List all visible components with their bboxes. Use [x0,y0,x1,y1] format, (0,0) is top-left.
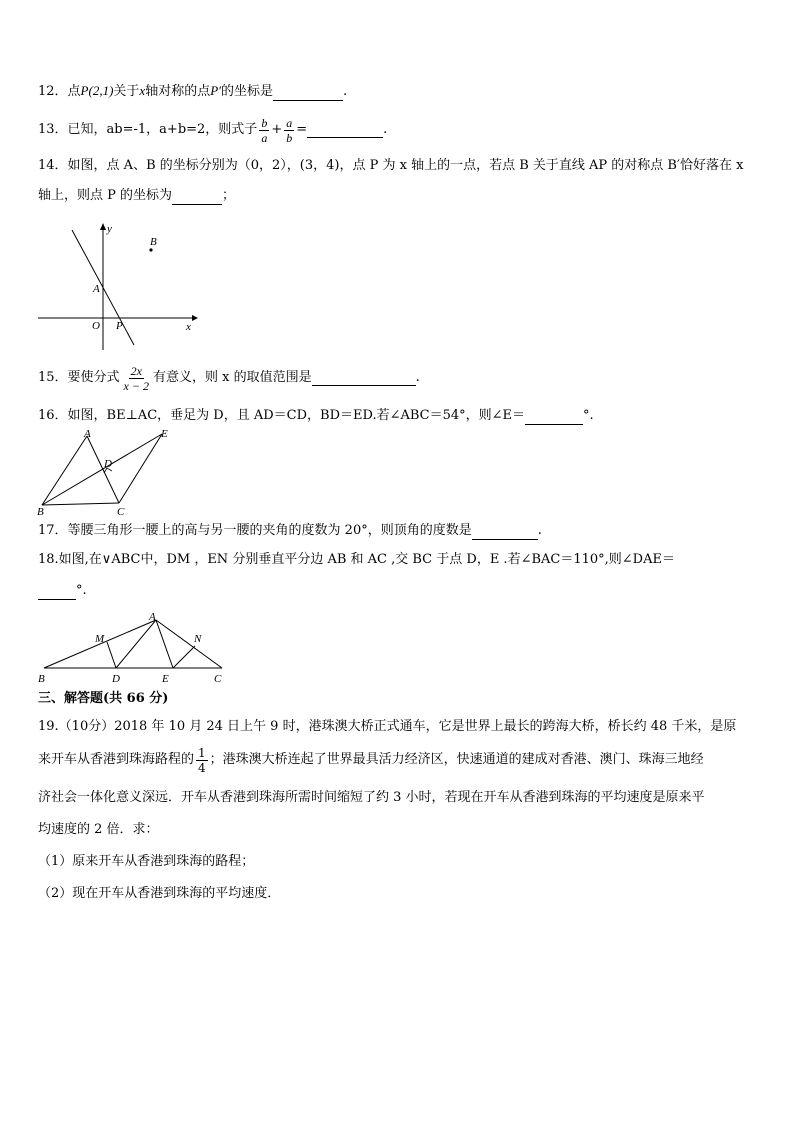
fraction-2x-over-x-minus-2: $\frac{2x}{x - 2}$ [123,363,149,393]
question-12: 12．点P(2,1)关于x轴对称的点P′的坐标是 . [38,83,348,99]
label-y: y [107,223,112,235]
question-19-line2: 来开车从香港到珠海路程的 $\frac{1}{4}$ ；港珠澳大桥连起了世界最具活力经济区，快速通道的建成对香港、澳门、珠海三地经 [38,745,704,775]
fraction-one-quarter: $\frac{1}{4}$ [198,745,206,775]
answer-blank[interactable] [312,371,416,386]
label-a: A [84,428,91,440]
label-e: E [162,673,169,685]
label-n: N [194,633,202,645]
label-x: x [186,321,191,333]
point-b [149,248,152,251]
q14-coordinate-figure [34,220,204,355]
question-19-sub1: （1）原来开车从香港到珠海的路程； [38,854,255,869]
label-p: P [116,320,123,332]
answer-blank[interactable] [172,190,222,205]
answer-blank[interactable] [472,525,538,540]
question-17: 17．等腰三角形一腰上的高与另一腰的夹角的度数为 20°，则顶角的度数是 . [38,523,542,538]
label-e: E [161,428,168,440]
label-a: A [149,611,156,623]
x-axis-arrow [192,315,198,321]
label-a: A [93,283,100,295]
section-title: 三、解答题(共 66 分) [38,691,169,706]
y-axis-arrow [100,223,106,230]
label-c: C [117,506,125,517]
question-13: 13．已知，ab=-1，a+b=2，则式子 $\frac{b}{a}$ + $\frac{a}{b}$ = . [38,115,388,145]
question-14-line1: 14．如图，点 A、B 的坐标分别为（0，2），(3，4)，点 P 为 x 轴上的一点，若点 B 关于直线 AP 的对称点 B′恰好落在 x [38,158,744,173]
fraction-a-over-b: $\frac{a}{b}$ [286,115,293,145]
answer-blank[interactable] [38,585,76,600]
label-d: D [112,673,120,685]
fraction-b-over-a: $\frac{b}{a}$ [261,115,268,145]
label-b: B [37,506,44,517]
question-16: 16．如图，BE⊥AC，垂足为 D，且 AD＝CD，BD＝ED.若∠ABC＝54°，则∠E＝ °. [38,408,594,423]
question-19-sub2: （2）现在开车从香港到珠海的平均速度． [38,886,281,901]
question-19-line3: 济社会一体化意义深远．开车从香港到珠海所需时间缩短了约 3 小时，若现在开车从香港到珠海的平均速度是原来平 [38,790,705,805]
question-18-line1: 18.如图,在∨ABC中，DM ，EN 分别垂直平分边 AB 和 AC ,交 BC 于点 D，E .若∠BAC＝110°,则∠DAE＝ [38,552,675,567]
answer-blank[interactable] [307,123,383,138]
label-b: B [150,236,157,248]
label-c: C [214,673,222,685]
answer-blank[interactable] [525,410,583,425]
question-15: 15．要使分式 $\frac{2x}{x - 2}$ 有意义，则 x 的取值范围是 . [38,363,420,393]
question-18-line2: °. [38,582,87,600]
question-14-line2: 轴上，则点 P 的坐标为 ； [38,188,236,203]
label-b: B [38,673,45,685]
label-o: O [92,320,100,332]
question-19-line4: 均速度的 2 倍．求： [38,822,159,837]
label-m: M [95,633,105,645]
q18-triangle-figure [34,608,234,686]
q16-triangle-figure [34,427,174,517]
label-d: D [104,458,112,470]
answer-blank[interactable] [273,86,343,101]
question-19-line1: 19.（10分）2018 年 10 月 24 日上午 9 时，港珠澳大桥正式通车，它是世界上最长的跨海大桥，桥长约 48 千米，是原 [38,719,737,734]
